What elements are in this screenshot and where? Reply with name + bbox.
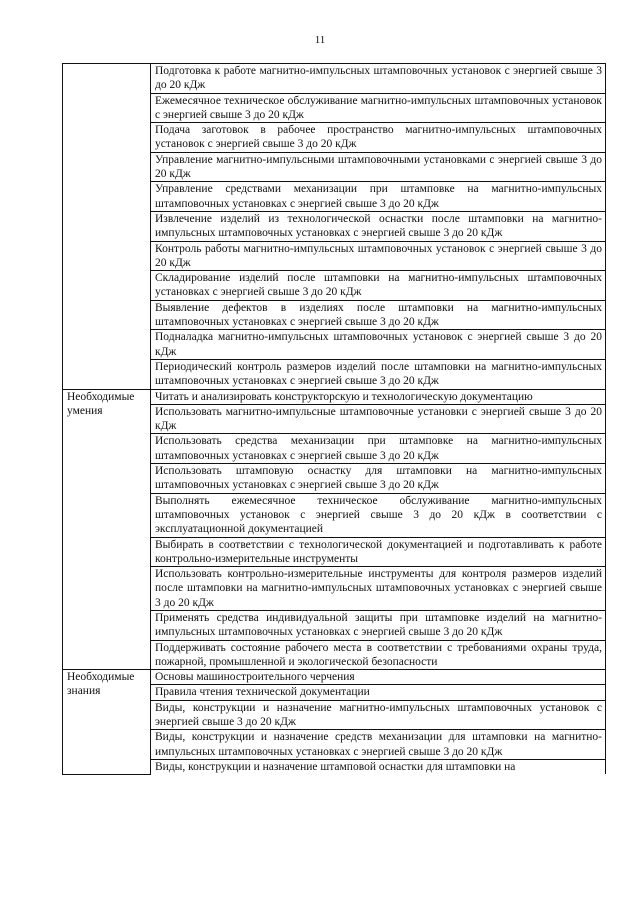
table-cell-text: Подготовка к работе магнитно-импульсных штамповочных установок с энергией свыше 3 до 20 кДж (151, 64, 606, 94)
table-cell-text: Поддерживать состояние рабочего места в соответствии с требованиями охраны труда, пожарной, промышленной и экологической безопасности (151, 640, 606, 670)
table-cell-text: Использовать магнитно-импульсные штамповочные установки с энергией свыше 3 до 20 кДж (151, 404, 606, 434)
table-cell-text: Ежемесячное техническое обслуживание магнитно-импульсных штамповочных установок с энергией свыше 3 до 20 кДж (151, 93, 606, 123)
table-row (63, 389, 606, 404)
requirements-table-body (63, 64, 606, 775)
table-cell-text: Периодический контроль размеров изделий после штамповки на магнитно-импульсных штамповочных установках с энергией свыше 3 до 20 кДж (151, 359, 606, 389)
table-row (63, 670, 606, 685)
table-cell-text: Управление магнитно-импульсными штамповочными установками с энергией свыше 3 до 20 кДж (151, 152, 606, 182)
table-cell-text: Виды, конструкции и назначение магнитно-импульсных штамповочных установок с энергией свыше 3 до 20 кДж (151, 700, 606, 730)
table-cell-text: Использовать средства механизации при штамповке на магнитно-импульсных штамповочных установках с энергией свыше 3 до 20 кДж (151, 434, 606, 464)
table-cell-text: Складирование изделий после штамповки на магнитно-импульсных штамповочных установках с энергией свыше 3 до 20 кДж (151, 271, 606, 301)
table-cell-text: Извлечение изделий из технологической оснастки после штамповки на магнитно-импульсных штамповочных установках с энергией свыше 3 до 20 кДж (151, 211, 606, 241)
table-cell-text: Подналадка магнитно-импульсных штамповочных установок с энергией свыше 3 до 20 кДж (151, 330, 606, 360)
table-cell-text: Использовать штамповую оснастку для штамповки на магнитно-импульсных штамповочных установках с энергией свыше 3 до 20 кДж (151, 464, 606, 494)
table-cell-text: Основы машиностроительного черчения (151, 670, 606, 685)
table-cell-text: Виды, конструкции и назначение штамповой оснастки для штамповки на (151, 759, 606, 774)
table-cell-text: Подача заготовок в рабочее пространство магнитно-импульсных штамповочных установок с энергией свыше 3 до 20 кДж (151, 123, 606, 153)
table-cell-text: Использовать контрольно-измерительные инструменты для контроля размеров изделий после штамповки на магнитно-импульсных штамповочных установках с энергией свыше 3 до 20 кДж (151, 567, 606, 611)
section-label: Необходимые умения (63, 389, 151, 670)
section-label: Необходимые знания (63, 670, 151, 775)
table-cell-text: Применять средства индивидуальной защиты при штамповке изделий на магнитно-импульсных штамповочных установках с энергией свыше 3 до 20 кДж (151, 610, 606, 640)
requirements-table (62, 63, 606, 775)
table-cell-text: Выполнять ежемесячное техническое обслуживание магнитно-импульсных штамповочных установок с энергией свыше 3 до 20 кДж в соответствии с эксплуатационной документацией (151, 493, 606, 537)
section-label (63, 64, 151, 390)
table-cell-text: Управление средствами механизации при штамповке на магнитно-импульсных штамповочных установках с энергией свыше 3 до 20 кДж (151, 182, 606, 212)
table-cell-text: Правила чтения технической документации (151, 685, 606, 700)
table-cell-text: Контроль работы магнитно-импульсных штамповочных установок с энергией свыше 3 до 20 кДж (151, 241, 606, 271)
table-cell-text: Читать и анализировать конструкторскую и технологическую документацию (151, 389, 606, 404)
table-row (63, 64, 606, 94)
page-number: 11 (314, 34, 326, 46)
table-cell-text: Выбирать в соответствии с технологической документацией и подготавливать к работе контрольно-измерительные инструменты (151, 537, 606, 567)
table-cell-text: Выявление дефектов в изделиях после штамповки на магнитно-импульсных штамповочных установках с энергией свыше 3 до 20 кДж (151, 300, 606, 330)
table-cell-text: Виды, конструкции и назначение средств механизации для штамповки на магнитно-импульсных штамповочных установках с энергией свыше 3 до 20 кДж (151, 730, 606, 760)
